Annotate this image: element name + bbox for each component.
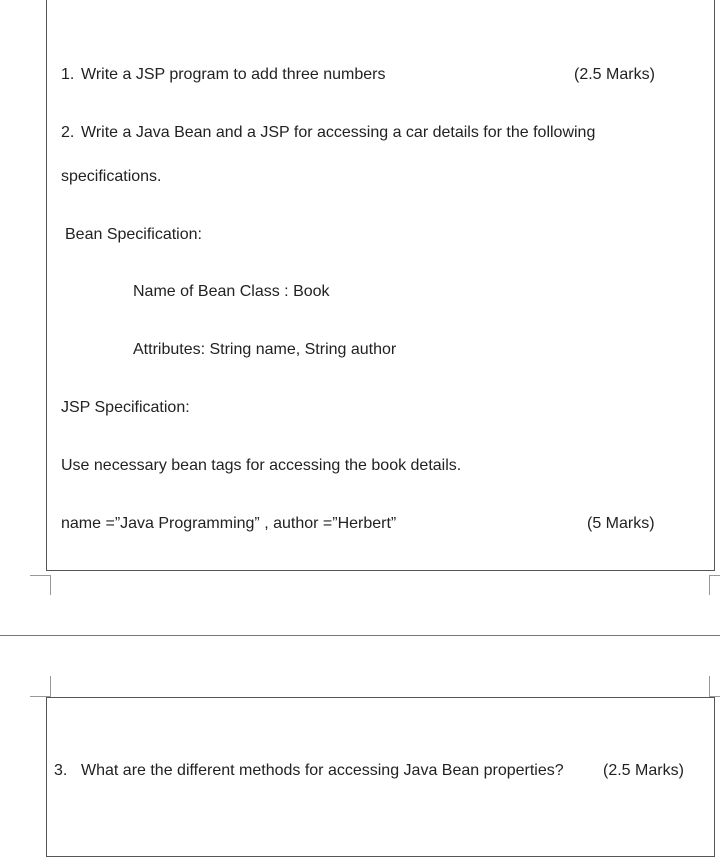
bean-class-name: Name of Bean Class : Book xyxy=(133,283,330,300)
question-2-text-line2: specifications. xyxy=(61,168,162,185)
bean-values: name =”Java Programming” , author =”Herbert” xyxy=(61,515,397,532)
crop-mark-bottom-right-h xyxy=(709,575,720,576)
page-break xyxy=(0,635,720,636)
question-3-number: 3. xyxy=(54,762,68,779)
question-2-number: 2. xyxy=(61,124,75,141)
bean-spec-heading: Bean Specification: xyxy=(65,226,202,243)
question-2-text-line1: Write a Java Bean and a JSP for accessing a car details for the following xyxy=(81,124,596,141)
crop-mark-bottom-left-h xyxy=(30,575,51,576)
question-1-text: Write a JSP program to add three numbers xyxy=(81,66,386,83)
jsp-spec-heading: JSP Specification: xyxy=(61,399,190,416)
question-3-marks: (2.5 Marks) xyxy=(603,762,684,779)
question-2-marks: (5 Marks) xyxy=(587,515,655,532)
crop-mark-bottom-left-v xyxy=(50,575,51,595)
crop-mark-top-left-v xyxy=(50,676,51,697)
jsp-instruction: Use necessary bean tags for accessing the book details. xyxy=(61,457,462,474)
question-1-marks: (2.5 Marks) xyxy=(574,66,655,83)
crop-mark-bottom-right-v xyxy=(709,575,710,595)
question-3-text: What are the different methods for accessing Java Bean properties? xyxy=(81,762,564,779)
bean-attributes: Attributes: String name, String author xyxy=(133,341,397,358)
question-1-number: 1. xyxy=(61,66,75,83)
crop-mark-top-right-v xyxy=(709,676,710,697)
